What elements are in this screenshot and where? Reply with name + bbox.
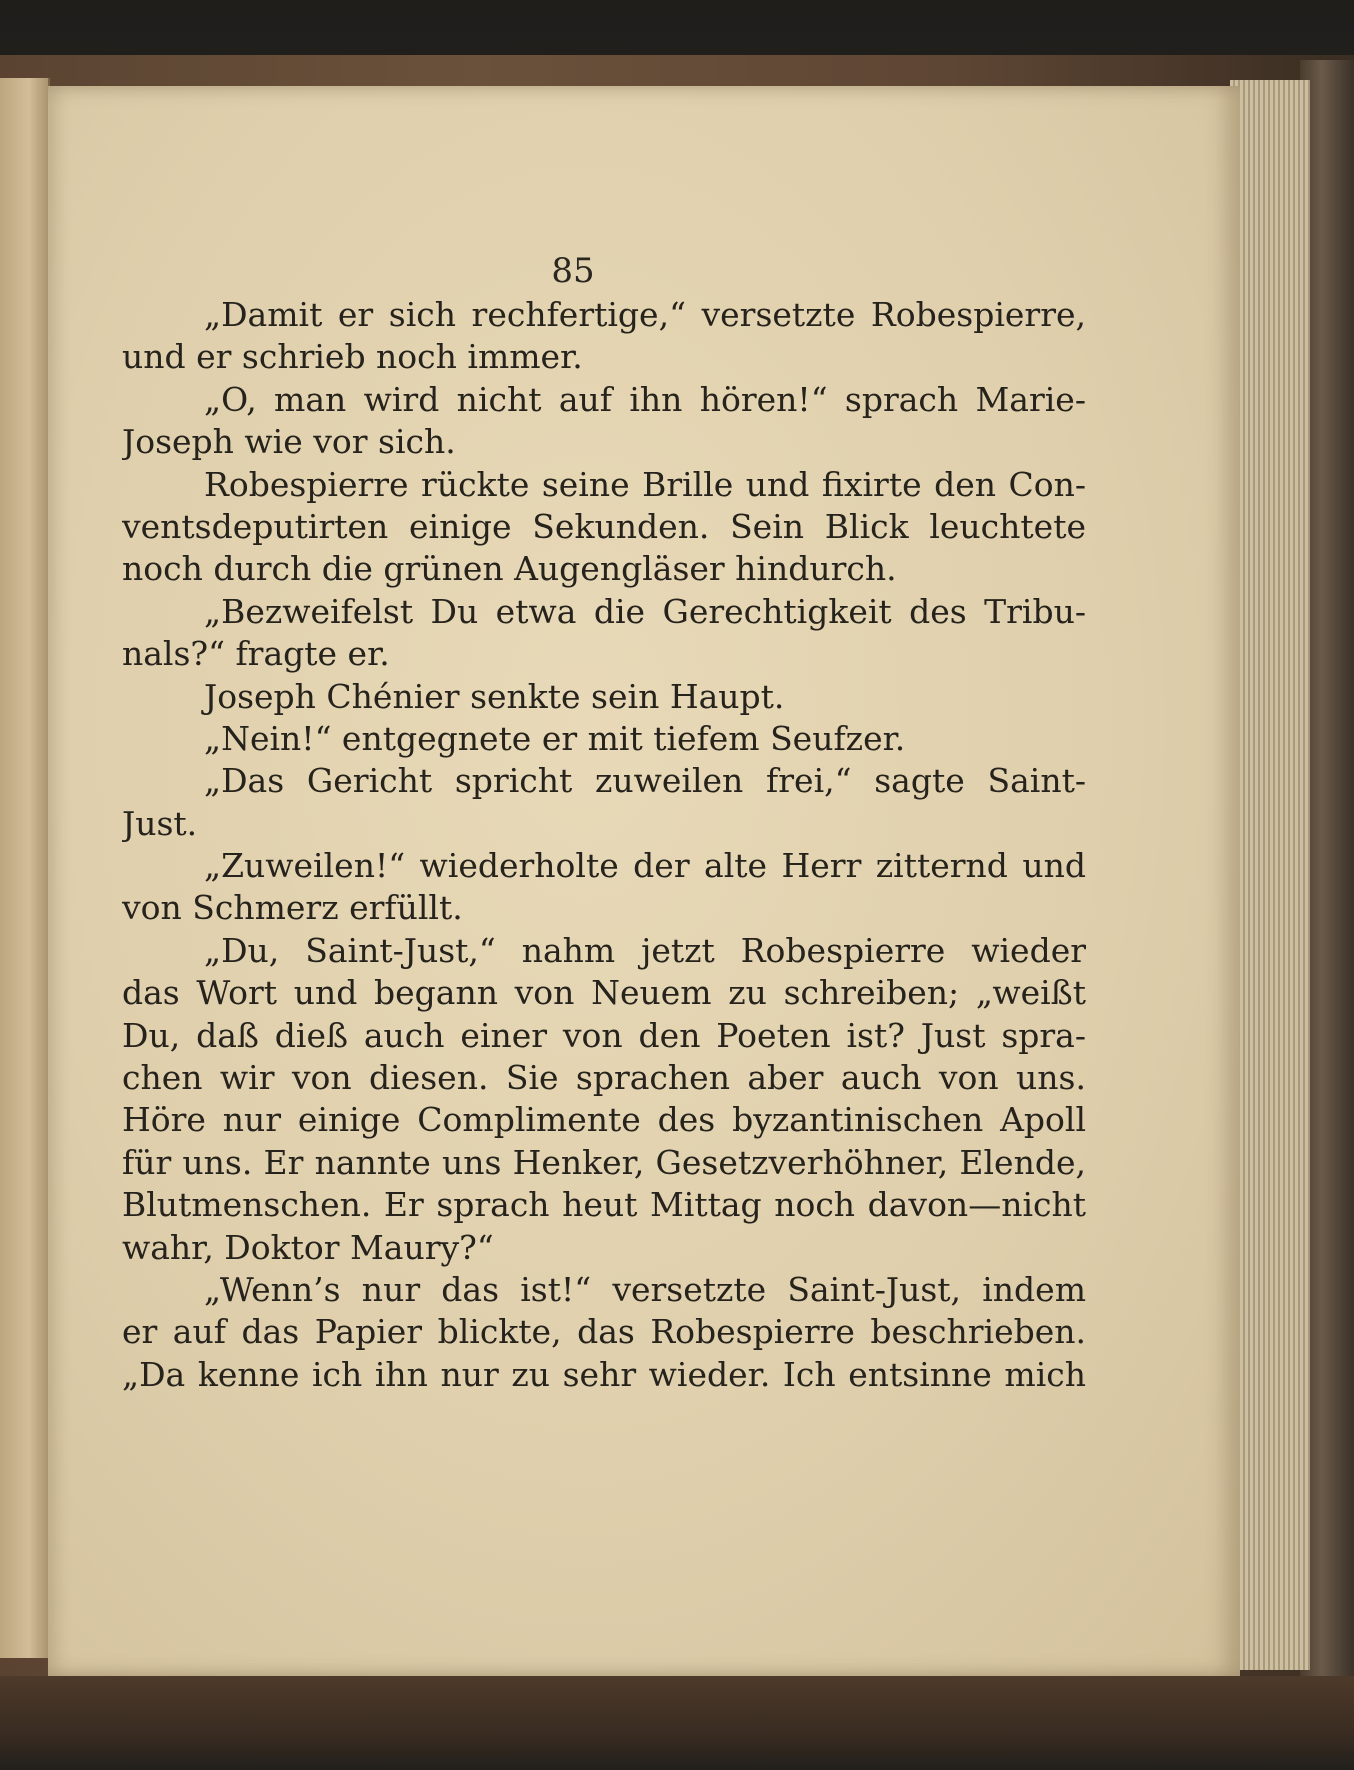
text-line: noch durch die grünen Augengläser hindurch. [122,549,897,589]
text-line: Höre nur einige Complimente des byzantinischen Apoll [122,1100,1086,1140]
text-line: „Damit er sich rechfertige,“ versetzte Robespierre, [204,295,1086,334]
text-line: „Wenn’s nur das ist!“ versetzte Saint-Just, indem [204,1269,1086,1309]
left-page-edge [0,78,50,1658]
text-line: Robespierre rückte seine Brille und fixirte den Con- [204,464,1086,504]
page-number: 85 [551,251,595,291]
text-line: von Schmerz erfüllt. [122,888,463,928]
text-line: er auf das Papier blickte, das Robespierre beschrieben. [122,1312,1086,1352]
page-edges [1230,80,1310,1670]
text-line: „Zuweilen!“ wiederholte der alte Herr zitternd und [204,846,1086,886]
text-line: Blutmenschen. Er sprach heut Mittag noch davon—nicht [122,1185,1086,1225]
page-text [122,294,1086,1396]
text-line: für uns. Er nannte uns Henker, Gesetzverhöhner, Elende, [122,1142,1086,1182]
text-line: ventsdeputirten einige Sekunden. Sein Blick leuchtete [122,506,1086,546]
text-line: „Du, Saint-Just,“ nahm jetzt Robespierre wieder [204,930,1086,970]
text-line: das Wort und begann von Neuem zu schreiben; „weißt [122,973,1086,1013]
text-line: Du, daß dieß auch einer von den Poeten ist? Just spra- [122,1015,1086,1055]
text-line: „Nein!“ entgegnete er mit tiefem Seufzer. [204,718,906,758]
text-line: „O, man wird nicht auf ihn hören!“ sprach Marie- [204,379,1086,419]
text-line: chen wir von diesen. Sie sprachen aber auch von uns. [122,1058,1086,1098]
table-surface [0,1676,1354,1770]
text-line: „Bezweifelst Du etwa die Gerechtigkeit des Tribu- [204,591,1086,631]
text-line: „Da kenne ich ihn nur zu sehr wieder. Ich entsinne mich [122,1354,1086,1394]
text-line: „Das Gericht spricht zuweilen frei,“ sagte Saint- [204,761,1086,801]
text-line: Joseph Chénier senkte sein Haupt. [204,676,785,716]
text-line: Joseph wie vor sich. [122,422,456,462]
text-line: nals?“ fragte er. [122,634,390,674]
book-page [48,86,1240,1676]
text-line: Just. [122,803,198,843]
text-line: wahr, Doktor Maury?“ [122,1227,494,1267]
text-line: und er schrieb noch immer. [122,337,583,377]
